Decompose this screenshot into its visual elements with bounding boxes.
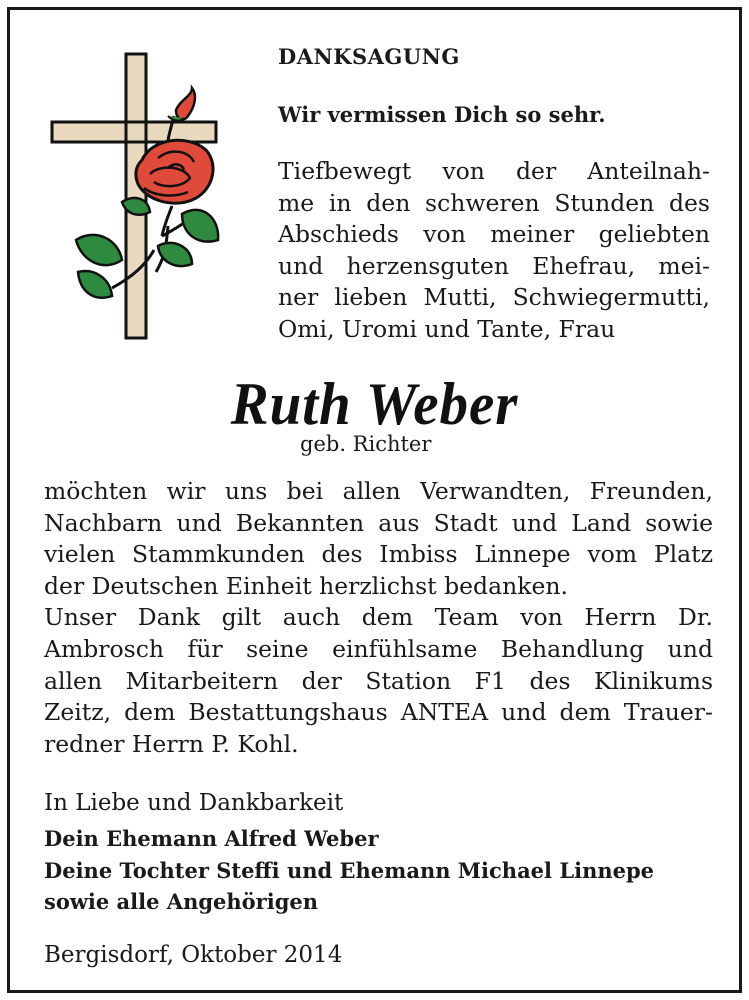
body-line: der Deutschen Einheit herzlichst bedanken.	[44, 571, 568, 600]
place-date: Bergisdorf, Oktober 2014	[44, 942, 343, 968]
notice-title: DANKSAGUNG	[278, 44, 460, 69]
body-line: Nachbarn und Bekannten aus Stadt und Land sowie	[44, 508, 713, 537]
body-line: redner Herrn P. Kohl.	[44, 729, 299, 758]
body-line: allen Mitarbeitern der Station F1 des Klinikums	[44, 666, 713, 695]
intro-line: Omi, Uromi und Tante, Frau	[278, 314, 616, 343]
intro-line: und herzensguten Ehefrau, mei-	[278, 251, 710, 280]
deceased-name: Ruth Weber	[230, 371, 519, 437]
signature-line: Deine Tochter Steffi und Ehemann Michael Linnepe	[44, 858, 655, 883]
intro-line: Tiefbewegt von der Anteilnah-	[278, 157, 710, 185]
intro-line: Abschieds von meiner geliebten	[278, 220, 710, 249]
signature-line: Dein Ehemann Alfred Weber	[44, 826, 379, 851]
signature-line: sowie alle Angehörigen	[44, 889, 319, 914]
birth-name: geb. Richter	[300, 432, 432, 456]
intro-line: ner lieben Mutti, Schwiegermutti,	[278, 283, 710, 312]
body-line: möchten wir uns bei allen Verwandten, Freunden,	[44, 477, 713, 505]
closing-line: In Liebe und Dankbarkeit	[44, 790, 344, 816]
body-line: Unser Dank gilt auch dem Team von Herrn Dr.	[44, 603, 713, 632]
intro-line: me in den schweren Stunden des	[278, 188, 710, 217]
intro-paragraph	[278, 156, 710, 346]
notice-subtitle: Wir vermissen Dich so sehr.	[278, 102, 606, 127]
body-line: vielen Stammkunden des Imbiss Linnepe vom Platz	[44, 540, 713, 569]
body-line: Ambrosch für seine einfühlsame Behandlung und	[44, 634, 713, 663]
notice-frame	[7, 7, 742, 993]
thanks-paragraph	[44, 476, 713, 760]
cross-with-rose-icon	[42, 50, 222, 342]
body-line: Zeitz, dem Bestattungshaus ANTEA und dem Trauer-	[44, 698, 713, 727]
